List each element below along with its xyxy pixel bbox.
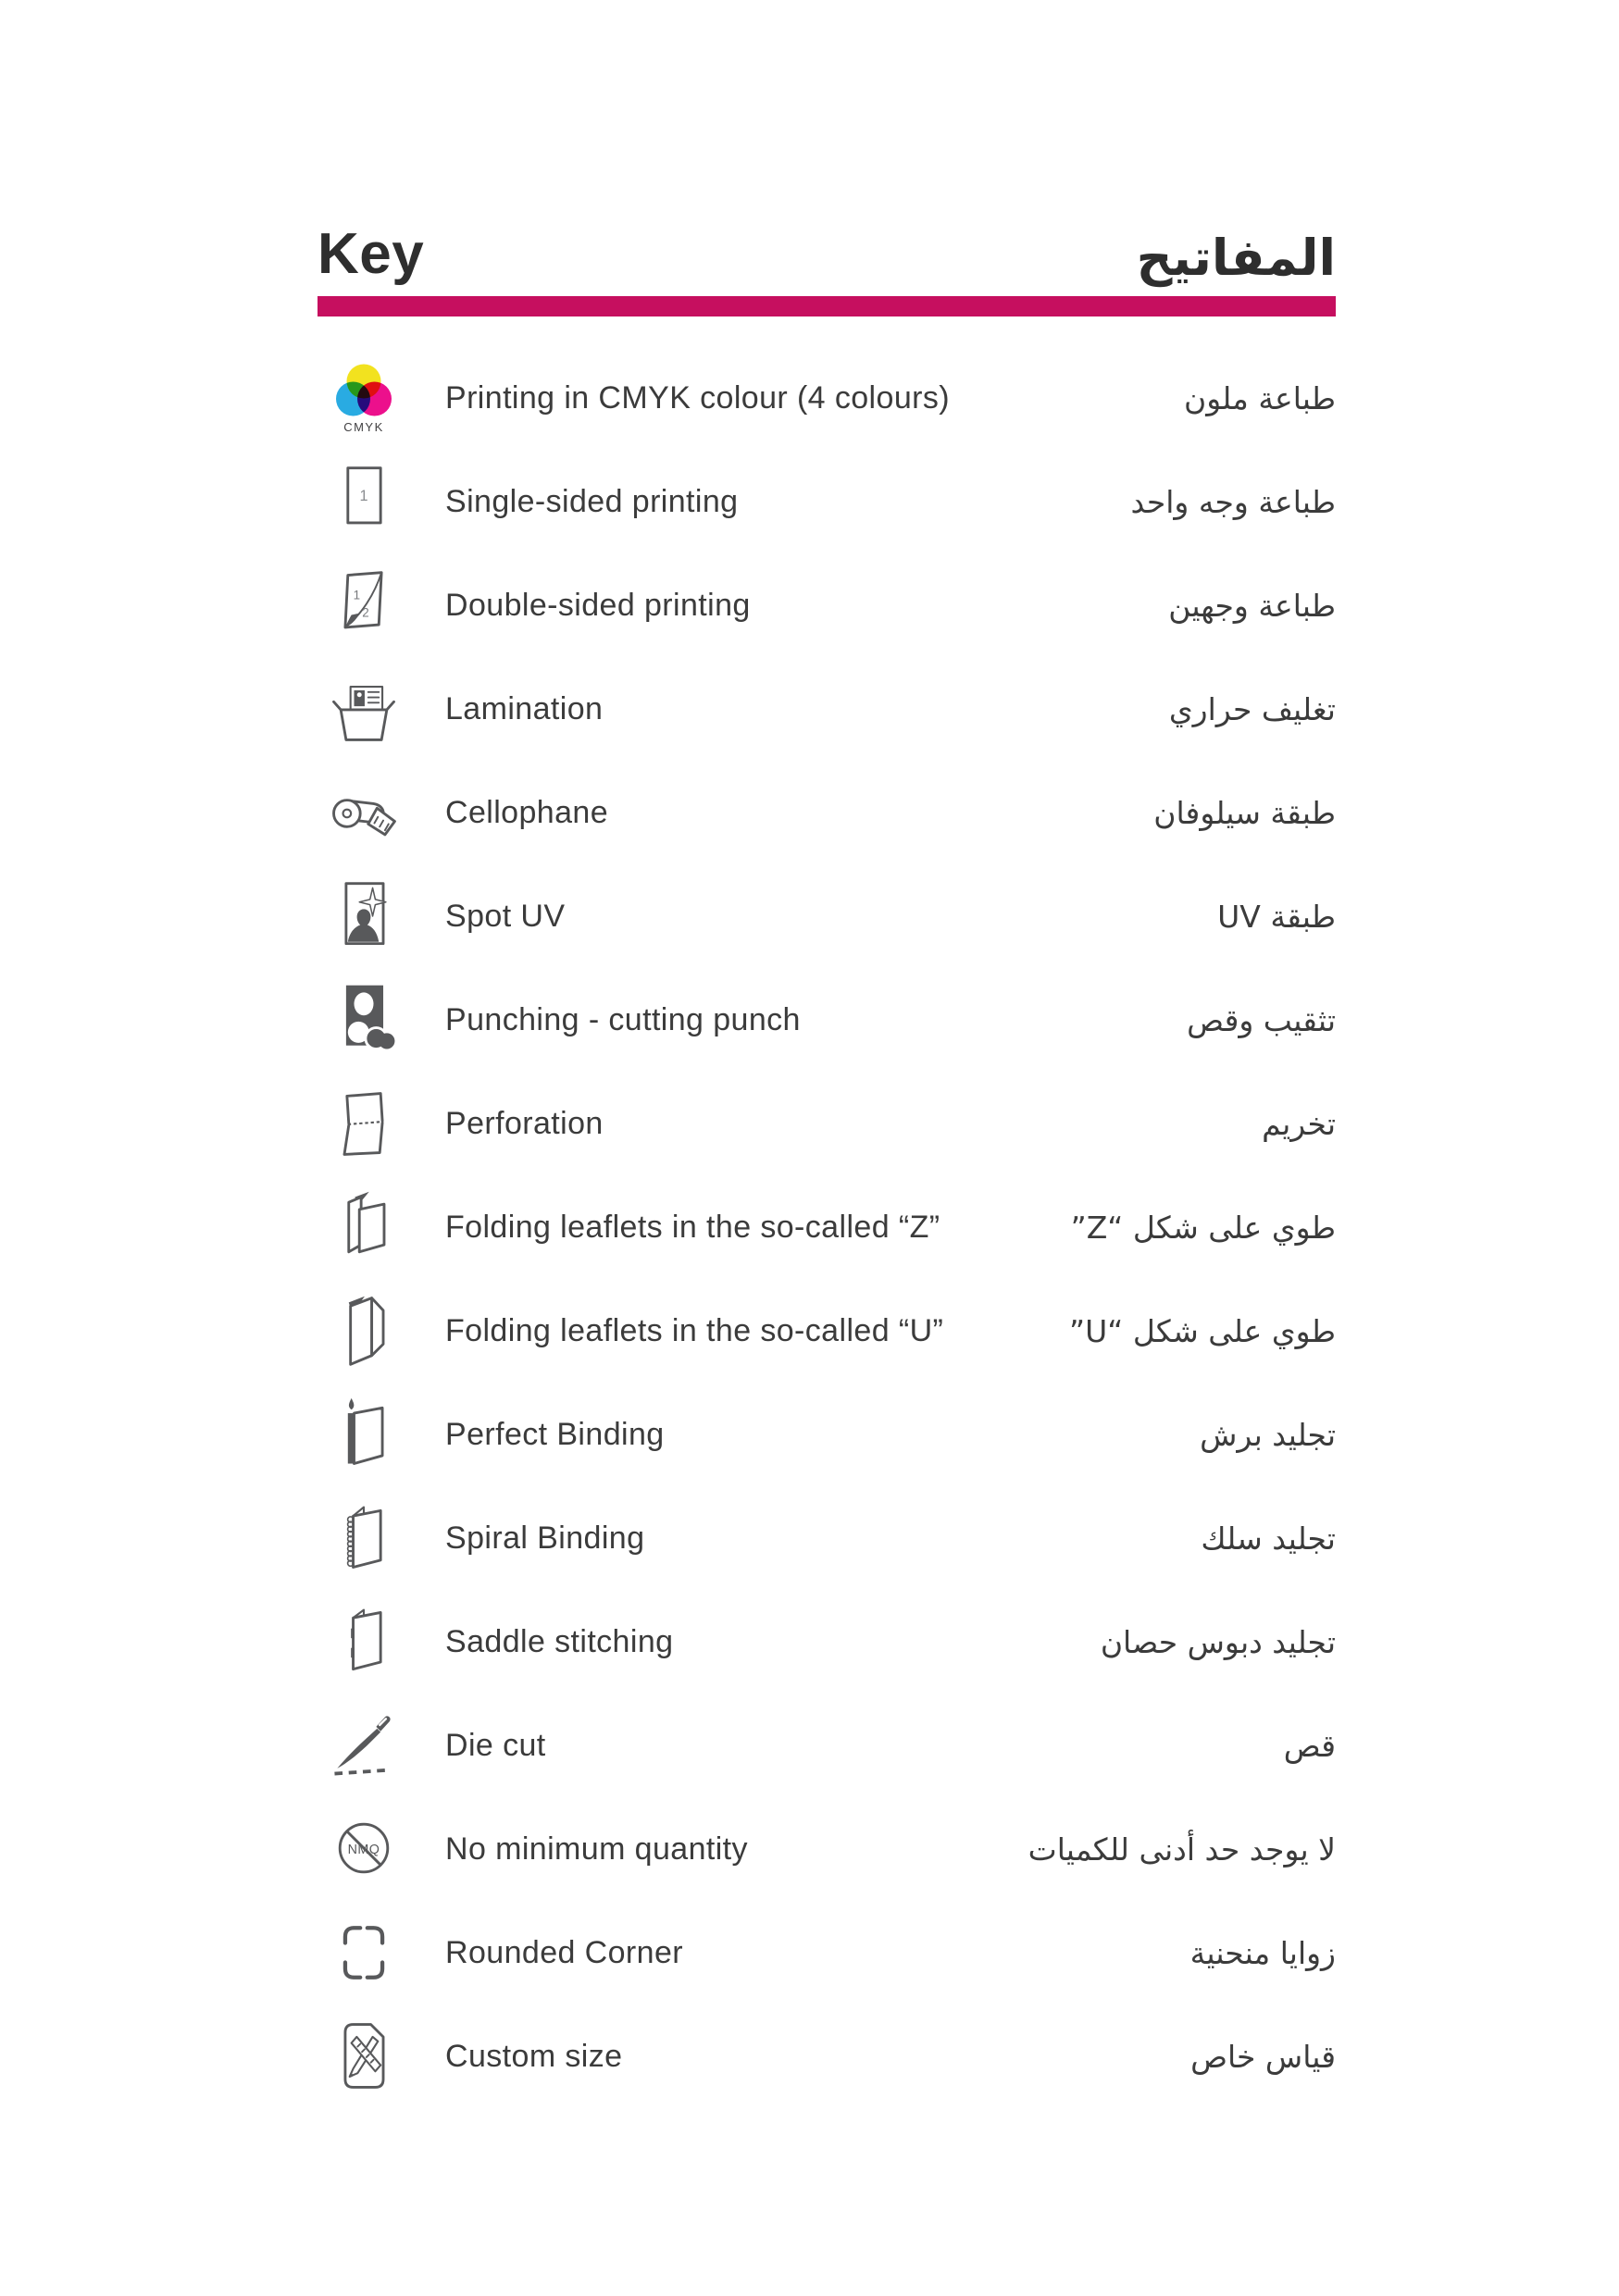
label-ar: طبقة سيلوفان (1153, 794, 1336, 831)
label-ar: طبقة UV (1217, 898, 1336, 935)
label-ar: قص (1283, 1727, 1336, 1764)
label-ar: تغليف حراري (1168, 690, 1336, 727)
key-row (318, 1901, 1336, 2004)
icon-cell (318, 1706, 410, 1785)
cmyk-icon-caption: CMYK (343, 419, 384, 434)
icon-cell (318, 2017, 410, 2096)
icon-cell (318, 1291, 410, 1371)
label-en: Single-sided printing (445, 483, 739, 519)
key-row (318, 864, 1336, 968)
icon-cell (318, 669, 410, 749)
spiral-binding-icon (324, 1498, 404, 1578)
icon-cell (318, 1498, 410, 1578)
label-en: Lamination (445, 690, 604, 726)
label-ar: زوايا منحنية (1189, 1934, 1336, 1971)
label-ar: طوي على شكل “U” (1069, 1312, 1336, 1349)
label-en: Spiral Binding (445, 1520, 645, 1556)
lamination-icon (324, 669, 404, 749)
icon-cell (318, 1913, 410, 1992)
label-en: Saddle stitching (445, 1623, 674, 1659)
label-en: Folding leaflets in the so-called “U” (445, 1312, 944, 1348)
fold-u-icon (324, 1291, 404, 1371)
die-cut-icon (324, 1706, 404, 1785)
rounded-corner-icon (324, 1913, 404, 1992)
key-row (318, 968, 1336, 1072)
label-en: No minimum quantity (445, 1831, 748, 1867)
icon-cell (318, 876, 410, 956)
icon-cell (318, 565, 410, 645)
double-sided-icon (324, 565, 404, 645)
key-row (318, 553, 1336, 657)
label-ar: طباعة وجه واحد (1130, 483, 1336, 520)
perfect-binding-icon (324, 1395, 404, 1474)
key-row (318, 761, 1336, 864)
single-sided-number: 1 (359, 488, 368, 505)
icon-cell (318, 1187, 410, 1267)
fold-z-icon (324, 1187, 404, 1267)
label-ar: طباعة وجهين (1168, 587, 1336, 624)
label-en: Custom size (445, 2038, 623, 2074)
page-title: Key (318, 222, 425, 286)
key-row (318, 1072, 1336, 1175)
label-en: Die cut (445, 1727, 546, 1763)
label-en: Spot UV (445, 898, 566, 934)
nmq-icon (324, 1809, 404, 1889)
page-content (318, 0, 1336, 2108)
label-en: Cellophane (445, 794, 609, 830)
label-en: Rounded Corner (445, 1934, 683, 1970)
key-row (318, 1383, 1336, 1486)
icon-cell (318, 1395, 410, 1474)
icon-cell (318, 1809, 410, 1889)
icon-cell (318, 363, 410, 434)
label-en: Punching - cutting punch (445, 1001, 801, 1037)
icon-cell (318, 1084, 410, 1163)
label-ar: قياس خاص (1190, 2038, 1336, 2075)
label-en: Perforation (445, 1105, 604, 1141)
double-sided-number-2: 2 (362, 605, 369, 620)
spot-uv-icon (324, 876, 404, 956)
label-ar: طوي على شكل “Z” (1070, 1209, 1336, 1246)
label-en: Printing in CMYK colour (4 colours) (445, 379, 950, 416)
saddle-stitching-icon (324, 1602, 404, 1682)
page-header (318, 0, 1336, 287)
label-ar: تجليد برش (1200, 1416, 1336, 1453)
key-row (318, 1486, 1336, 1590)
punching-icon (324, 980, 404, 1060)
label-ar: تجليد سلك (1201, 1520, 1336, 1557)
label-en: Double-sided printing (445, 587, 751, 623)
label-ar: تجليد دبوس حصان (1100, 1623, 1336, 1660)
icon-cell (318, 773, 410, 852)
perforation-icon (324, 1084, 404, 1163)
label-en: Folding leaflets in the so-called “Z” (445, 1209, 940, 1245)
key-list (318, 346, 1336, 2108)
icon-cell (318, 462, 410, 541)
key-row (318, 1797, 1336, 1901)
key-row (318, 657, 1336, 761)
key-row (318, 2004, 1336, 2108)
nmq-icon-text: NMQ (347, 1842, 380, 1857)
key-row (318, 450, 1336, 553)
single-sided-icon (324, 462, 404, 541)
label-en: Perfect Binding (445, 1416, 665, 1452)
key-row (318, 1175, 1336, 1279)
cellophane-icon (324, 773, 404, 852)
icon-cell (318, 980, 410, 1060)
accent-rule (318, 296, 1336, 316)
key-row (318, 1590, 1336, 1694)
double-sided-number-1: 1 (353, 588, 361, 602)
label-ar: تخريم (1262, 1105, 1336, 1142)
label-ar: طباعة ملون (1183, 379, 1336, 416)
label-ar: تثقيب وقص (1187, 1001, 1336, 1038)
cmyk-icon (326, 363, 402, 418)
key-row (318, 1694, 1336, 1797)
label-ar: لا يوجد حد أدنى للكميات (1027, 1831, 1336, 1868)
page-title-arabic: المفاتيح (1136, 229, 1336, 287)
icon-cell (318, 1602, 410, 1682)
key-row (318, 346, 1336, 450)
custom-size-icon (324, 2017, 404, 2096)
key-row (318, 1279, 1336, 1383)
